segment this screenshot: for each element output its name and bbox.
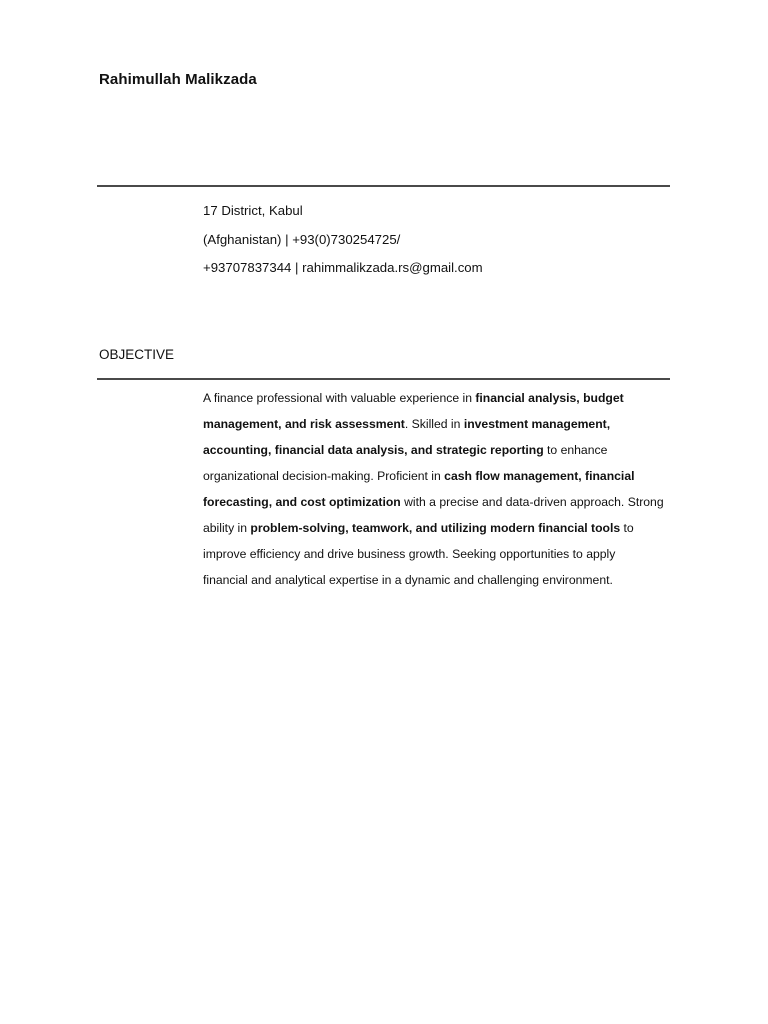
objective-heading: OBJECTIVE bbox=[99, 347, 175, 362]
objective-line bbox=[203, 489, 671, 515]
objective-text: A finance professional with valuable experience in bbox=[203, 391, 476, 405]
objective-text: with a precise and data-driven approach. Strong bbox=[400, 495, 664, 509]
objective-text: ability in bbox=[203, 521, 251, 535]
objective-text: . Skilled in bbox=[404, 417, 464, 431]
objective-text: financial and analytical expertise in a dynamic and challenging environment. bbox=[203, 573, 613, 587]
contact-country-phone: (Afghanistan) | +93(0)730254725/ bbox=[203, 231, 401, 247]
objective-line bbox=[203, 385, 671, 411]
objective-emphasis: forecasting, and cost optimization bbox=[203, 495, 401, 509]
objective-line bbox=[203, 567, 671, 593]
contact-phone-email: +93707837344 | rahimmalikzada.rs@gmail.com bbox=[203, 260, 483, 275]
header-divider bbox=[97, 185, 670, 187]
objective-line bbox=[203, 463, 671, 489]
objective-line bbox=[203, 541, 671, 567]
objective-emphasis: investment management, bbox=[463, 417, 611, 431]
objective-line bbox=[203, 515, 671, 541]
objective-emphasis: financial analysis, budget bbox=[475, 391, 624, 405]
objective-text: to enhance bbox=[543, 443, 608, 457]
objective-text: organizational decision-making. Proficient in bbox=[203, 469, 445, 483]
contact-block bbox=[203, 197, 483, 283]
contact-address: 17 District, Kabul bbox=[203, 203, 303, 218]
objective-text: to bbox=[620, 521, 634, 535]
objective-text: improve efficiency and drive business growth. Seeking opportunities to apply bbox=[203, 547, 616, 561]
objective-emphasis: management, and risk assessment bbox=[203, 417, 405, 431]
objective-line bbox=[203, 411, 671, 437]
objective-line bbox=[203, 437, 671, 463]
objective-emphasis: cash flow management, financial bbox=[444, 469, 635, 483]
objective-emphasis: problem-solving, teamwork, and utilizing modern financial tools bbox=[250, 521, 621, 535]
objective-paragraph bbox=[203, 385, 671, 593]
objective-emphasis: accounting, financial data analysis, and strategic reporting bbox=[203, 443, 544, 457]
objective-divider bbox=[97, 378, 670, 380]
candidate-name: Rahimullah Malikzada bbox=[99, 71, 257, 88]
